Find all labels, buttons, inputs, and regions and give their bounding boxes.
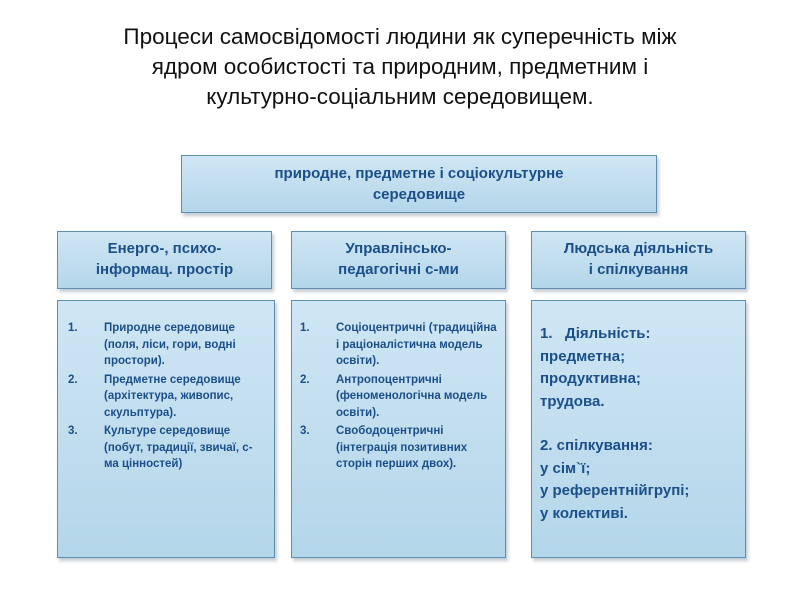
environment-list-box — [57, 300, 275, 558]
environment-line-2: середовище — [372, 186, 466, 203]
list-item — [300, 372, 497, 422]
list-item-number: 3. — [300, 425, 310, 437]
activity-label: Діяльність: — [565, 325, 651, 342]
energy-space-line-1: Енерго-, психо- — [107, 240, 222, 257]
activity-communication-line-1: Людська діяльність — [563, 240, 714, 257]
pedagogical-list-box — [291, 300, 506, 558]
list-item — [68, 423, 266, 473]
activity-item-3: трудова. — [540, 392, 605, 410]
communication-item-1: у сім`ї; — [540, 459, 591, 477]
list-item-text: Свободоцентричні (інтеграція позитивних сторін перших двох). — [336, 425, 468, 470]
pedagogical-systems-box — [291, 231, 506, 289]
list-item-number: 1. — [68, 322, 78, 334]
activity-item-1: предметна; — [540, 347, 626, 365]
activity-communication-box — [531, 231, 746, 289]
pedagogical-systems-line-1: Управлінсько- — [345, 240, 452, 257]
activity-communication-line-2: і спілкування — [588, 261, 689, 278]
pedagogical-systems-line-2: педагогічні с-ми — [338, 261, 459, 278]
activity-section — [540, 323, 739, 525]
title-line-2: ядром особистості та природним, предметним і — [151, 54, 649, 79]
list-item — [300, 320, 497, 370]
pedagogical-list — [300, 320, 497, 473]
activity-list-box — [531, 300, 746, 558]
energy-space-line-2: інформац. простір — [95, 261, 234, 278]
list-item-text: Антропоцентричні (феноменологічна модель освіти). — [336, 373, 488, 419]
list-item — [68, 320, 266, 370]
list-item — [68, 372, 266, 422]
title-line-3: культурно-соціальним середовищем. — [206, 84, 594, 109]
activity-item-2: продуктивна; — [540, 370, 641, 387]
list-item-text: Природне середовище (поля, ліси, гори, водні простори). — [104, 322, 236, 367]
list-item-text: Культуре середовище (побут, традиції, звичаї, с-ма цінностей) — [104, 425, 253, 470]
energy-space-box — [57, 231, 272, 289]
list-item-number: 2. — [300, 373, 310, 386]
environment-list — [68, 320, 266, 473]
activity-heading — [540, 323, 739, 346]
activity-number: 1. — [540, 325, 553, 342]
title-line-1: Процеси самосвідомості людини як суперечність між — [123, 24, 677, 49]
slide-title — [40, 22, 760, 112]
environment-line-1: природне, предметне і соціокультурне — [274, 165, 564, 182]
list-item-number: 3. — [68, 425, 78, 437]
list-item-number: 1. — [300, 322, 310, 334]
environment-box — [181, 155, 657, 213]
list-item-number: 2. — [68, 373, 78, 386]
communication-heading: 2. спілкування: — [540, 437, 653, 454]
list-item-text: Предметне середовище (архітектура, живопис, скульптура). — [104, 373, 241, 419]
list-item — [300, 423, 497, 473]
communication-item-3: у колективі. — [540, 504, 628, 522]
list-item-text: Соціоцентричні (традиційна і раціоналістична модель освіти). — [336, 322, 497, 367]
communication-item-2: у референтнійгрупі; — [540, 482, 690, 499]
